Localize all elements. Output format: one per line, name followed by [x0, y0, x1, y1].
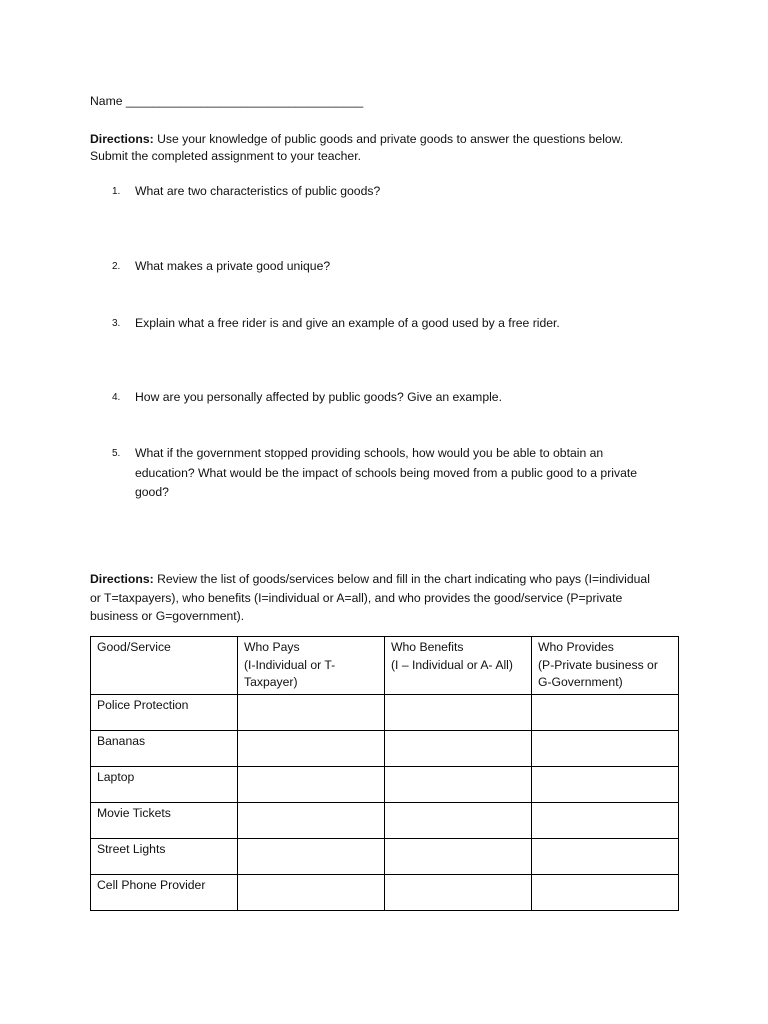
- good-service-cell: Movie Tickets: [91, 802, 238, 838]
- header-line: Taxpayer): [244, 675, 298, 689]
- who-provides-cell[interactable]: [532, 730, 679, 766]
- header-line: (I – Individual or A- All): [391, 657, 513, 672]
- who-pays-cell[interactable]: [238, 730, 385, 766]
- who-pays-cell[interactable]: [238, 874, 385, 910]
- directions-block-1: [90, 131, 623, 165]
- header-line: (I-Individual or T-: [244, 657, 336, 672]
- directions-label: Directions:: [90, 572, 154, 586]
- header-line: G-Government): [538, 675, 623, 689]
- table-row: [91, 730, 679, 766]
- name-blank[interactable]: ___________________________________: [125, 94, 364, 108]
- question-number: 2.: [112, 261, 121, 272]
- who-pays-cell[interactable]: [238, 694, 385, 730]
- table-row: [91, 874, 679, 910]
- header-line: (P-Private business or: [538, 657, 658, 672]
- directions-label: Directions:: [90, 132, 154, 146]
- good-service-cell: Cell Phone Provider: [91, 874, 238, 910]
- question-number: 4.: [112, 392, 121, 403]
- header-who-benefits: [385, 637, 532, 695]
- who-benefits-cell[interactable]: [385, 838, 532, 874]
- directions-block-2: [90, 570, 650, 626]
- name-label: Name: [90, 94, 123, 108]
- question-text: Explain what a free rider is and give an example of a good used by a free rider.: [135, 316, 560, 330]
- header-who-provides: [532, 637, 679, 695]
- table-header-row: [91, 637, 679, 695]
- question-text: What are two characteristics of public goods?: [135, 184, 381, 198]
- header-good-service: [91, 637, 238, 695]
- who-provides-cell[interactable]: [532, 766, 679, 802]
- good-service-cell: Street Lights: [91, 838, 238, 874]
- goods-services-chart: [90, 636, 679, 911]
- who-benefits-cell[interactable]: [385, 874, 532, 910]
- good-service-cell: Bananas: [91, 730, 238, 766]
- question-text: [135, 444, 637, 503]
- name-line: [90, 94, 363, 108]
- question-number: 1.: [112, 186, 121, 197]
- directions-text-line: business or G=government).: [90, 609, 245, 623]
- good-service-cell: Police Protection: [91, 694, 238, 730]
- directions-text-line: Review the list of goods/services below and fill in the chart indicating who pays (I=individual: [157, 572, 650, 586]
- header-line: Good/Service: [97, 640, 171, 654]
- who-provides-cell[interactable]: [532, 838, 679, 874]
- who-provides-cell[interactable]: [532, 694, 679, 730]
- header-line: Who Provides: [538, 640, 614, 654]
- who-benefits-cell[interactable]: [385, 694, 532, 730]
- header-line: Who Pays: [244, 640, 300, 654]
- who-benefits-cell[interactable]: [385, 802, 532, 838]
- table-row: [91, 694, 679, 730]
- directions-text-line: Submit the completed assignment to your teacher.: [90, 149, 361, 163]
- question-number: 5.: [112, 448, 121, 459]
- who-pays-cell[interactable]: [238, 838, 385, 874]
- who-benefits-cell[interactable]: [385, 730, 532, 766]
- question-number: 3.: [112, 318, 121, 329]
- table-row: [91, 802, 679, 838]
- header-line: Who Benefits: [391, 640, 464, 654]
- who-benefits-cell[interactable]: [385, 766, 532, 802]
- table-row: [91, 838, 679, 874]
- table-row: [91, 766, 679, 802]
- question-text: How are you personally affected by public goods? Give an example.: [135, 390, 502, 404]
- directions-text-line: or T=taxpayers), who benefits (I=individual or A=all), and who provides the good/service (P=private: [90, 590, 623, 605]
- who-pays-cell[interactable]: [238, 766, 385, 802]
- good-service-cell: Laptop: [91, 766, 238, 802]
- directions-text-line: Use your knowledge of public goods and private goods to answer the questions below.: [157, 132, 624, 146]
- question-text-line: education? What would be the impact of schools being moved from a public good to a private: [135, 465, 638, 480]
- question-text: What makes a private good unique?: [135, 259, 331, 273]
- who-provides-cell[interactable]: [532, 874, 679, 910]
- question-text-line: good?: [135, 485, 169, 499]
- who-pays-cell[interactable]: [238, 802, 385, 838]
- header-who-pays: [238, 637, 385, 695]
- question-text-line: What if the government stopped providing schools, how would you be able to obtain an: [135, 446, 604, 460]
- who-provides-cell[interactable]: [532, 802, 679, 838]
